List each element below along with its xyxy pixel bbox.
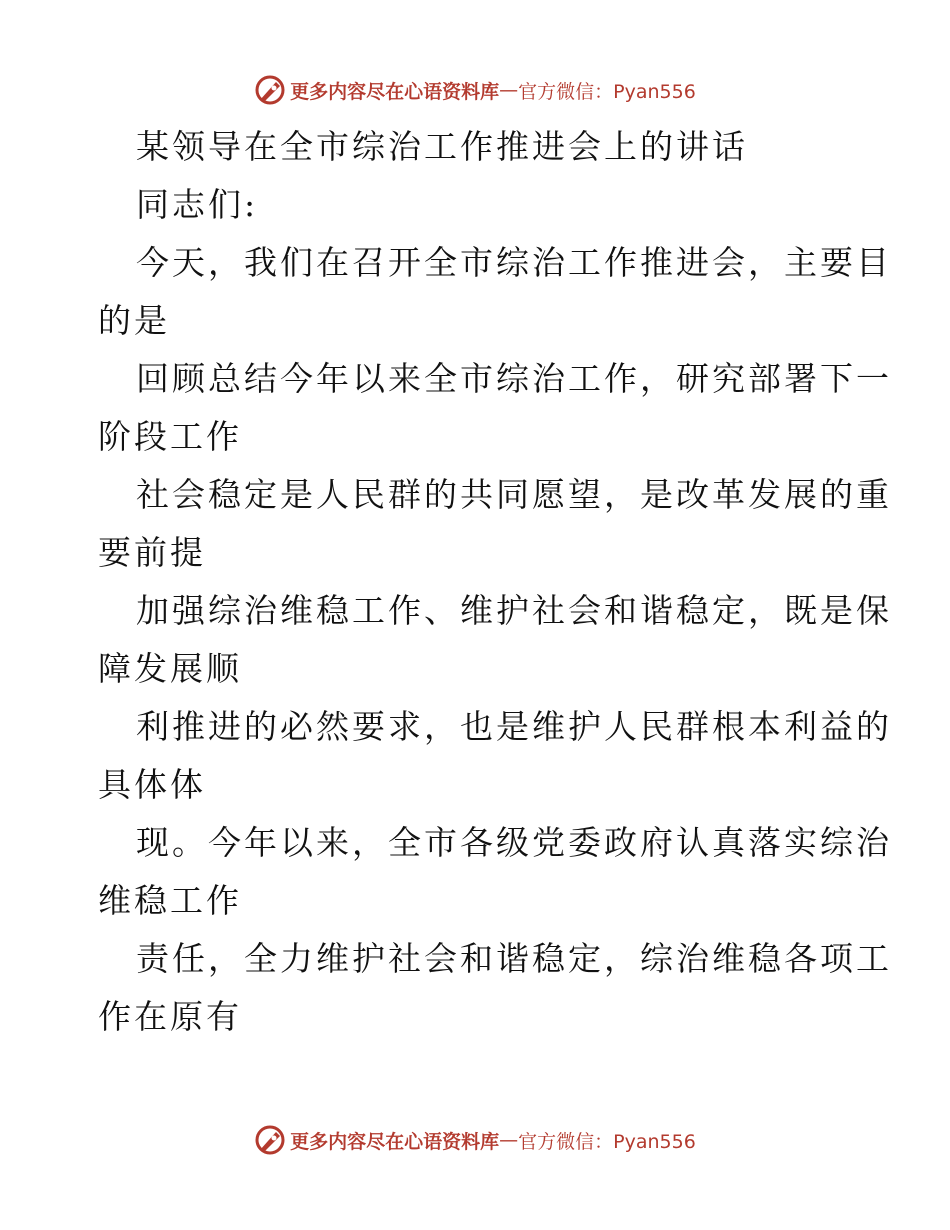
document-lines (98, 234, 892, 1046)
document-body (98, 118, 892, 1046)
document-line: 加强综治维稳工作、维护社会和谐稳定，既是保 (136, 591, 892, 630)
document-line: 作在原有 (98, 997, 242, 1036)
document-salutation: 同志们: (136, 185, 259, 224)
document-line: 现。今年以来，全市各级党委政府认真落实综治 (136, 823, 892, 862)
document-line: 维稳工作 (98, 881, 242, 920)
document-line: 要前提 (98, 533, 206, 572)
header-banner (0, 70, 950, 110)
document-line: 责任，全力维护社会和谐稳定，综治维稳各项工 (136, 939, 892, 978)
document-line: 社会稳定是人民群的共同愿望，是改革发展的重 (136, 475, 892, 514)
footer-separator: — (499, 1129, 519, 1151)
document-line: 回顾总结今年以来全市综治工作，研究部署下一 (136, 359, 892, 398)
footer-banner (0, 1120, 950, 1160)
header-separator: — (499, 79, 519, 101)
document-line: 利推进的必然要求，也是维护人民群根本利益的 (136, 707, 892, 746)
header-wechat-text: 官方微信：Pyan556 (518, 80, 696, 103)
document-line: 阶段工作 (98, 417, 242, 456)
pen-logo-icon (254, 1124, 286, 1156)
document-line: 障发展顺 (98, 649, 242, 688)
header-brand-text: 更多内容尽在心语资料库 (290, 80, 500, 103)
footer-wechat-text: 官方微信：Pyan556 (518, 1130, 696, 1153)
pen-logo-icon (254, 74, 286, 106)
document-line: 具体体 (98, 765, 206, 804)
footer-brand-text: 更多内容尽在心语资料库 (290, 1130, 500, 1153)
document-line: 今天，我们在召开全市综治工作推进会，主要目 (136, 243, 892, 282)
document-title: 某领导在全市综治工作推进会上的讲话 (136, 127, 748, 166)
document-line: 的是 (98, 301, 170, 340)
